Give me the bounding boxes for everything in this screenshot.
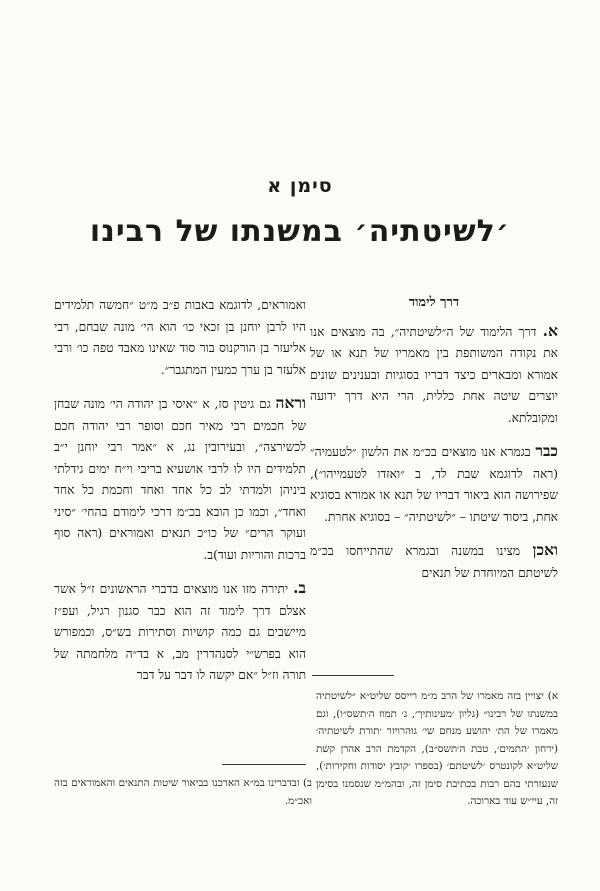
- paragraph-text: גם גיטין סז, א ״איסי בן יהודה הי׳ מונה שבחן של חכמים רבי מאיר חכם וסופר רבי יהודה חכם לכשירצה״, ובעירובין נג, א ״אמר רבי יוחנן י״ב תלמידים היו לו לרבי אושעיא בריבי וי״ח ימים גידלתי ביניהן ולמדתי לב כל אחד ואחד וחכמת כל אחד ואחד״, וכמו כן הובא בכ״מ דרכי לימודם בהחי׳ ״סיני ועוקר הרים״ של כו״כ תנאים ואמוראים (ראה סוף ברכות והוריות ועוד)ב.: [54, 397, 306, 562]
- paragraph: [310, 539, 558, 584]
- paragraph-text: ואמוראים, לדוגמא באבות פ״ב מ״ט ״חמשה תלמידים היו לרבן יוחנן בן זכאי כו׳ הוא הי׳ מונה שבחם, רבי אליעזר בן הורקנוס בור סוד שאינו מאבד טפה כו׳ ורבי אלעזר בן ערך כמעין המתגבר״.: [54, 298, 306, 377]
- siman-label: סימן א: [267, 175, 333, 197]
- paragraph: [54, 577, 306, 687]
- paragraph-lead: ואכן: [532, 540, 558, 559]
- paragraph-text: מצינו במשנה ובגמרא שהתייחסו בכ״מ לשיטתם המיוחדת של תנאים: [310, 544, 558, 580]
- footnote-a: א) יצויין בזה מאמרו של הרב מ״מ רייסס שליט״א ״לשיטתיה במשנתו של רבינו״ (גליון ׳מעינותיך׳, ג׳ תמוז ה׳תשס״ו), וגם מאמרו של הת׳ יהושע מנחם שי׳ גוהרויזר ׳תורת לשיטתיה׳ (ירחון ׳התמים׳, טבת ה׳תשס״ב), הקדמת הרב אהרן קשת שליט״א לקונטרס ׳לשיטתם׳ (בספרו ׳קובץ יסודות וחקירות׳), שנעזרתי בהם רבות בכתיבת סימן זה, ובהמ״מ שנסמנו בסימן זה, עיי״ש עוד בארוכה.: [316, 690, 558, 807]
- left-column: [54, 295, 306, 687]
- section-subheading: דרך לימוד: [408, 295, 460, 310]
- paragraph-lead: א.: [542, 320, 558, 340]
- paragraph: [54, 392, 306, 566]
- paragraph: [54, 295, 306, 381]
- paragraph: [310, 440, 558, 528]
- footnote-b: ב) ובדברינו במ״א הארכנו בביאור שיטות התנאים והאמוראים בזה ואכ״מ.: [54, 777, 312, 807]
- paragraph-lead: כבר: [535, 441, 558, 460]
- paragraph-text: בגמרא אנו מוצאים בכ״מ את הלשון ״לטעמיה״ (ראה לדוגמא שבת לד, ב ״ואזדו לטעמייהו״), שפירושה הוא ביאור דבריו של תנא או אמורא בסוגיא אחת, ביסוד שיטתו – ״לשיטתיה״ – בסוגיא אחרת.: [310, 445, 558, 524]
- paragraph-lead: ב.: [293, 578, 306, 597]
- right-column: [310, 292, 558, 584]
- paragraph-text: יתירה מזו אנו מוצאים בדברי הראשונים ז״ל אשר אצלם דרך לימוד זה הוא כבר סגנון רגיל, ועפ״ז מיישבים גם כמה קושיות וסתירות בש״ס, וכמפורש הוא בפרש״י לסנהדרין מב, א בד״ה מלחמתה של תורה וז״ל ״אם יקשה לו דבר על דבר: [54, 582, 306, 682]
- paragraph-lead: וראה: [275, 393, 306, 412]
- footnote-divider: [222, 764, 306, 765]
- paragraph: [310, 320, 558, 430]
- footnote-divider: [312, 675, 394, 676]
- chapter-title: ׳לשיטתיה׳ במשנתו של רבינו: [89, 214, 511, 249]
- paragraph-text: דרך הלימוד של ה״לשיטתיה״, בה מוצאים אנו את נקודה המשותפת בין מאמריו של תנא או של אמורא ומבארים כיצד דבריו בסוגיות ובענינים שונים יוצרים שיטה אחת כללית, הרי היא דרך ידועה ומקובלתא.: [310, 324, 558, 425]
